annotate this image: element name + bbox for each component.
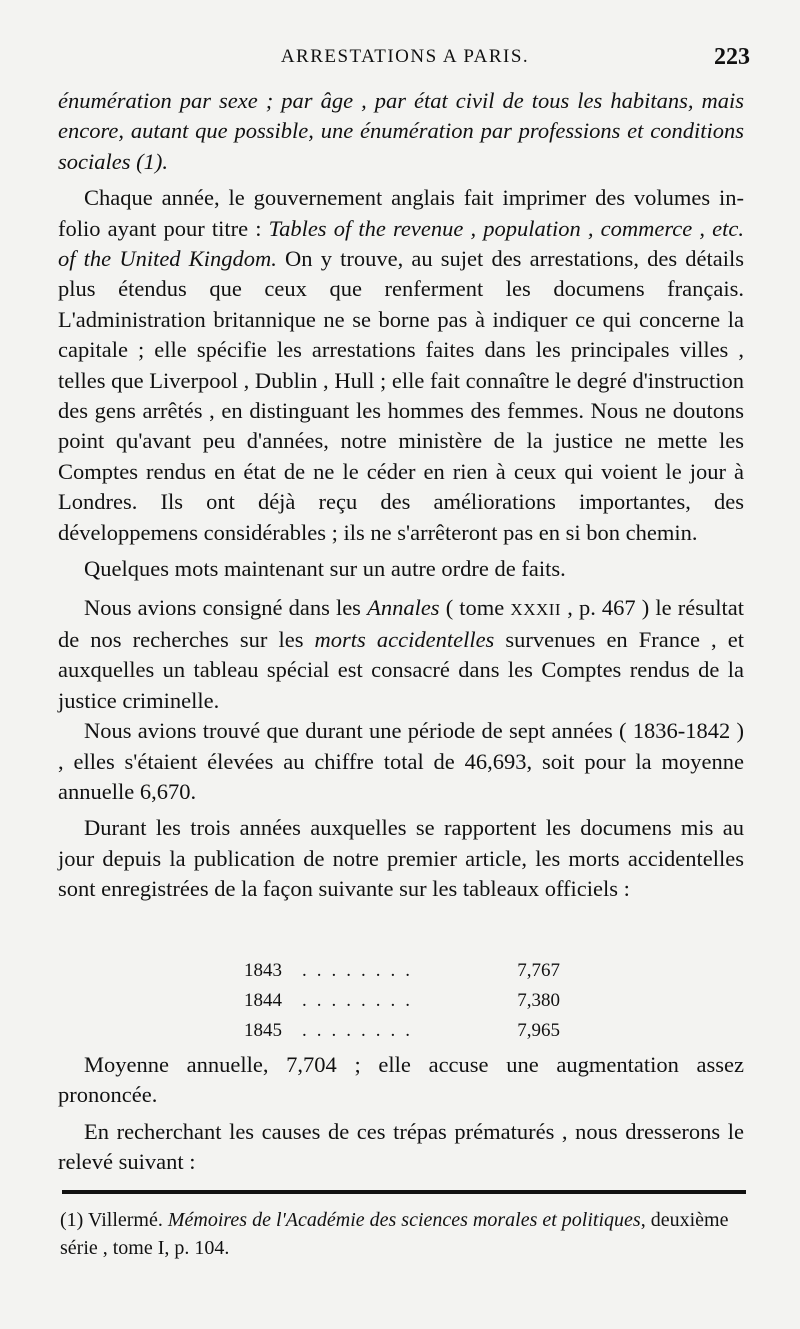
running-title: ARRESTATIONS A PARIS. bbox=[280, 46, 530, 67]
annales-title: Annales bbox=[367, 594, 440, 620]
table-year: 1844 bbox=[244, 990, 282, 1011]
paragraph-annales bbox=[58, 593, 744, 717]
running-head bbox=[60, 44, 750, 74]
table-leader-dots: ........ bbox=[302, 960, 420, 981]
paragraph-previous-results: Nous avions trouvé que durant une période de sept années ( 1836-1842 ) , elles s'étaient élevées au chiffre total de 46,693, soit pour la moyenne annuelle 6,670. bbox=[58, 718, 744, 804]
footnote-text: , deuxième série , tome I, p. 104. bbox=[60, 1209, 729, 1259]
footnote-rule bbox=[62, 1190, 746, 1194]
paragraph-text: Nous avions consigné dans les bbox=[84, 594, 368, 620]
table-leader-dots: ........ bbox=[302, 1020, 420, 1041]
paragraph-text: survenues en France , et auxquelles un tableau spécial est consacré dans les Comptes rendus de la justice criminelle. bbox=[58, 626, 744, 713]
paragraph-continuation: énumération par sexe ; par âge , par état civil de tous les habitans, mais encore, autant que possible, une énumération par professions et conditions sociales (1). bbox=[58, 88, 744, 174]
paragraph-english-tables bbox=[58, 183, 744, 548]
table-year: 1845 bbox=[244, 1020, 282, 1041]
text-after-table bbox=[58, 1050, 744, 1178]
paragraph-text: ( tome bbox=[439, 594, 511, 620]
morts-accidentelles: morts accidentelles bbox=[314, 626, 495, 652]
footnote-marker: (1) Villermé. bbox=[60, 1209, 168, 1231]
table-row bbox=[230, 986, 560, 1016]
footnote-title: Mémoires de l'Académie des sciences morales et politiques bbox=[167, 1209, 641, 1231]
accidental-deaths-table bbox=[230, 956, 560, 1046]
table-leader-dots: ........ bbox=[302, 990, 420, 1011]
paragraph-annual-mean: Moyenne annuelle, 7,704 ; elle accuse une augmentation assez prononcée. bbox=[58, 1052, 744, 1108]
tome-number: XXXII bbox=[510, 599, 562, 619]
paragraph-text: Chaque année, le gouvernement anglais fait imprimer des volumes in-folio ayant pour titre : bbox=[58, 185, 744, 241]
english-tables-title: Tables of the revenue , population , commerce , etc. of the United Kingdom. bbox=[58, 215, 744, 272]
table-value: 7,767 bbox=[517, 960, 560, 981]
paragraph-causes: En recherchant les causes de ces trépas prématurés , nous dresserons le relevé suivant : bbox=[58, 1118, 744, 1175]
footnote bbox=[60, 1206, 750, 1262]
table-year: 1843 bbox=[244, 960, 282, 981]
table-value: 7,965 bbox=[517, 1020, 560, 1041]
paragraph-text: On y trouve, au sujet des arrestations, des détails plus étendus que ceux que renferment les documens français. L'administration britannique ne se borne pas à indiquer ce qui concerne la capitale ; elle spécifie les arrestations faites dans les principales villes , telles que Liverpool , Dublin , Hull ; elle fait connaître le degré d'instruction des gens arrêtés , en distinguant les hommes des femmes. Nous ne doutons point qu'avant peu d'années, notre ministère de la justice ne mette les Comptes rendus en état de ne le céder en rien à ceux qui voient le jour à Londres. Ils ont déjà reçu des améliorations importantes, des développemens considérables ; ils ne s'arrêteront pas en si bon chemin. bbox=[58, 246, 744, 545]
paragraph-text: , p. 467 ) le résultat de nos recherches sur les bbox=[58, 594, 745, 652]
page-number: 223 bbox=[714, 44, 750, 70]
table-row bbox=[230, 956, 560, 986]
table-row bbox=[230, 1016, 560, 1046]
table-value: 7,380 bbox=[517, 990, 560, 1011]
main-text bbox=[58, 86, 744, 905]
paragraph-transition: Quelques mots maintenant sur un autre ordre de faits. bbox=[84, 556, 566, 582]
paragraph-three-years: Durant les trois années auxquelles se rapportent les documens mis au jour depuis la publication de notre premier article, les morts accidentelles sont enregistrées de la façon suivante sur les tableaux officiels : bbox=[58, 815, 744, 902]
